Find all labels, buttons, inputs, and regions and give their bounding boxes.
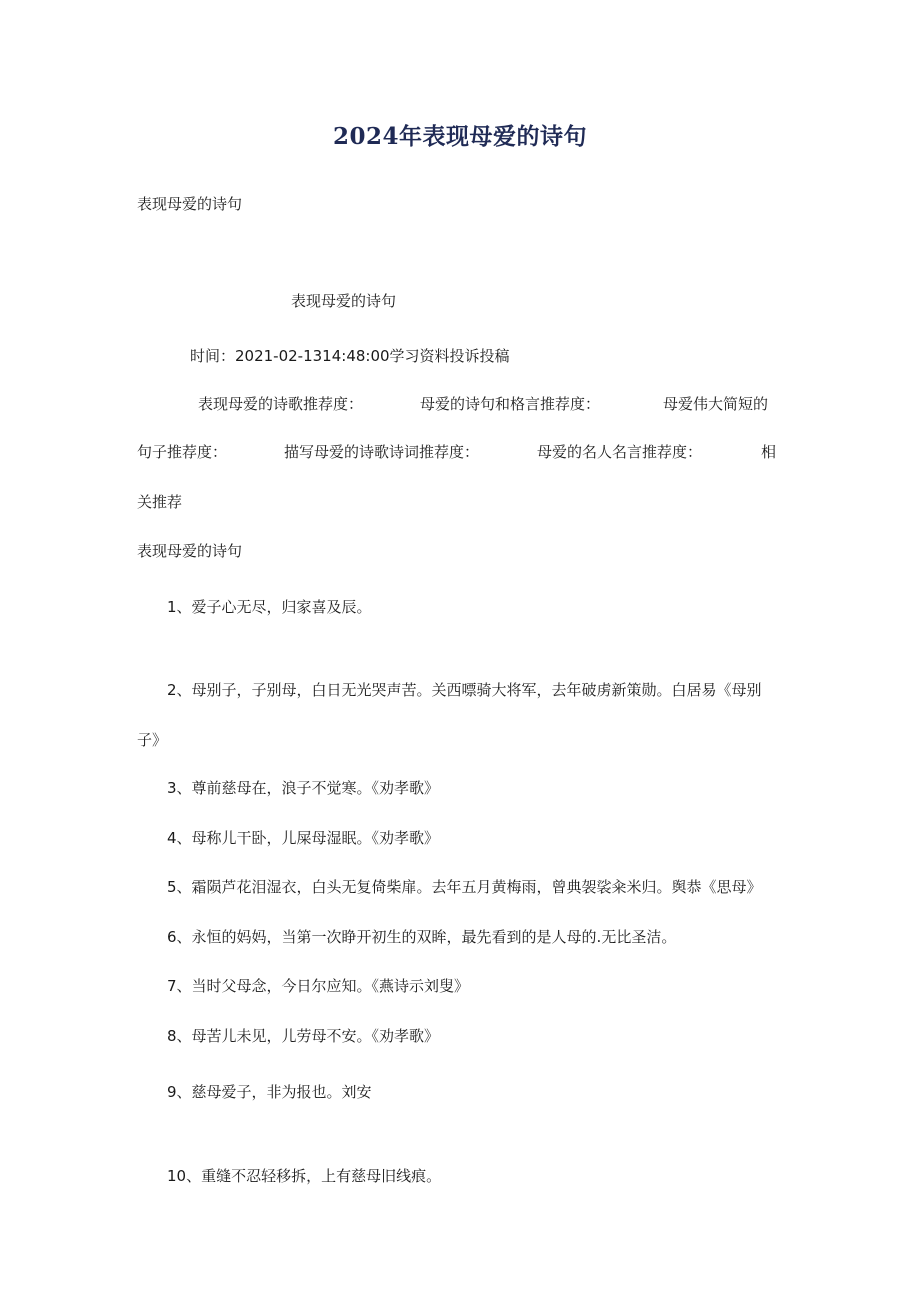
list-item: 6、永恒的妈妈，当第一次睁开初生的双眸，最先看到的是人母的.无比圣洁。 [167,928,677,946]
article-heading: 表现母爱的诗句 [291,292,397,310]
section-heading: 表现母爱的诗句 [137,542,243,560]
list-item: 7、当时父母念，今日尔应知。《燕诗示刘叟》 [167,977,470,995]
recommend-item[interactable]: 母爱的诗句和格言推荐度： [420,395,601,413]
list-item: 4、母称儿干卧，儿屎母湿眠。《劝孝歌》 [167,829,440,847]
recommend-item[interactable]: 母爱的名人名言推荐度： [537,443,703,461]
meta-line: 时间：2021-02-1314:48:00学习资料投诉投稿 [190,347,510,365]
list-item: 9、慈母爱子，非为报也。刘安 [167,1083,372,1101]
list-item: 10、重缝不忍轻移拆，上有慈母旧线痕。 [167,1167,442,1185]
list-item: 5、霜陨芦花泪湿衣，白头无复倚柴扉。去年五月黄梅雨，曾典袈裟籴米归。舆恭《思母》 [167,878,762,896]
list-item: 8、母苦儿未见，儿劳母不安。《劝孝歌》 [167,1027,440,1045]
recommend-item[interactable]: 母爱伟大简短的 [663,395,769,413]
list-item: 1、爱子心无尽，归家喜及辰。 [167,598,372,616]
recommend-item[interactable]: 描写母爱的诗歌诗词推荐度： [284,443,480,461]
recommend-item-cont[interactable]: 句子推荐度： [137,443,228,461]
list-item: 2、母别子，子别母，白日无光哭声苦。关西嘌骑大将军，去年破虏新策勋。白居易《母别 [167,681,762,699]
list-item-cont: 子》 [137,731,168,749]
related-label-cont: 关推荐 [137,493,183,511]
related-label: 相 [761,443,777,461]
subtitle-left: 表现母爱的诗句 [137,195,243,213]
recommend-item[interactable]: 表现母爱的诗歌推荐度： [198,395,364,413]
document-title: 2024年表现母爱的诗句 [332,123,587,150]
list-item: 3、尊前慈母在，浪子不觉寒。《劝孝歌》 [167,779,440,797]
